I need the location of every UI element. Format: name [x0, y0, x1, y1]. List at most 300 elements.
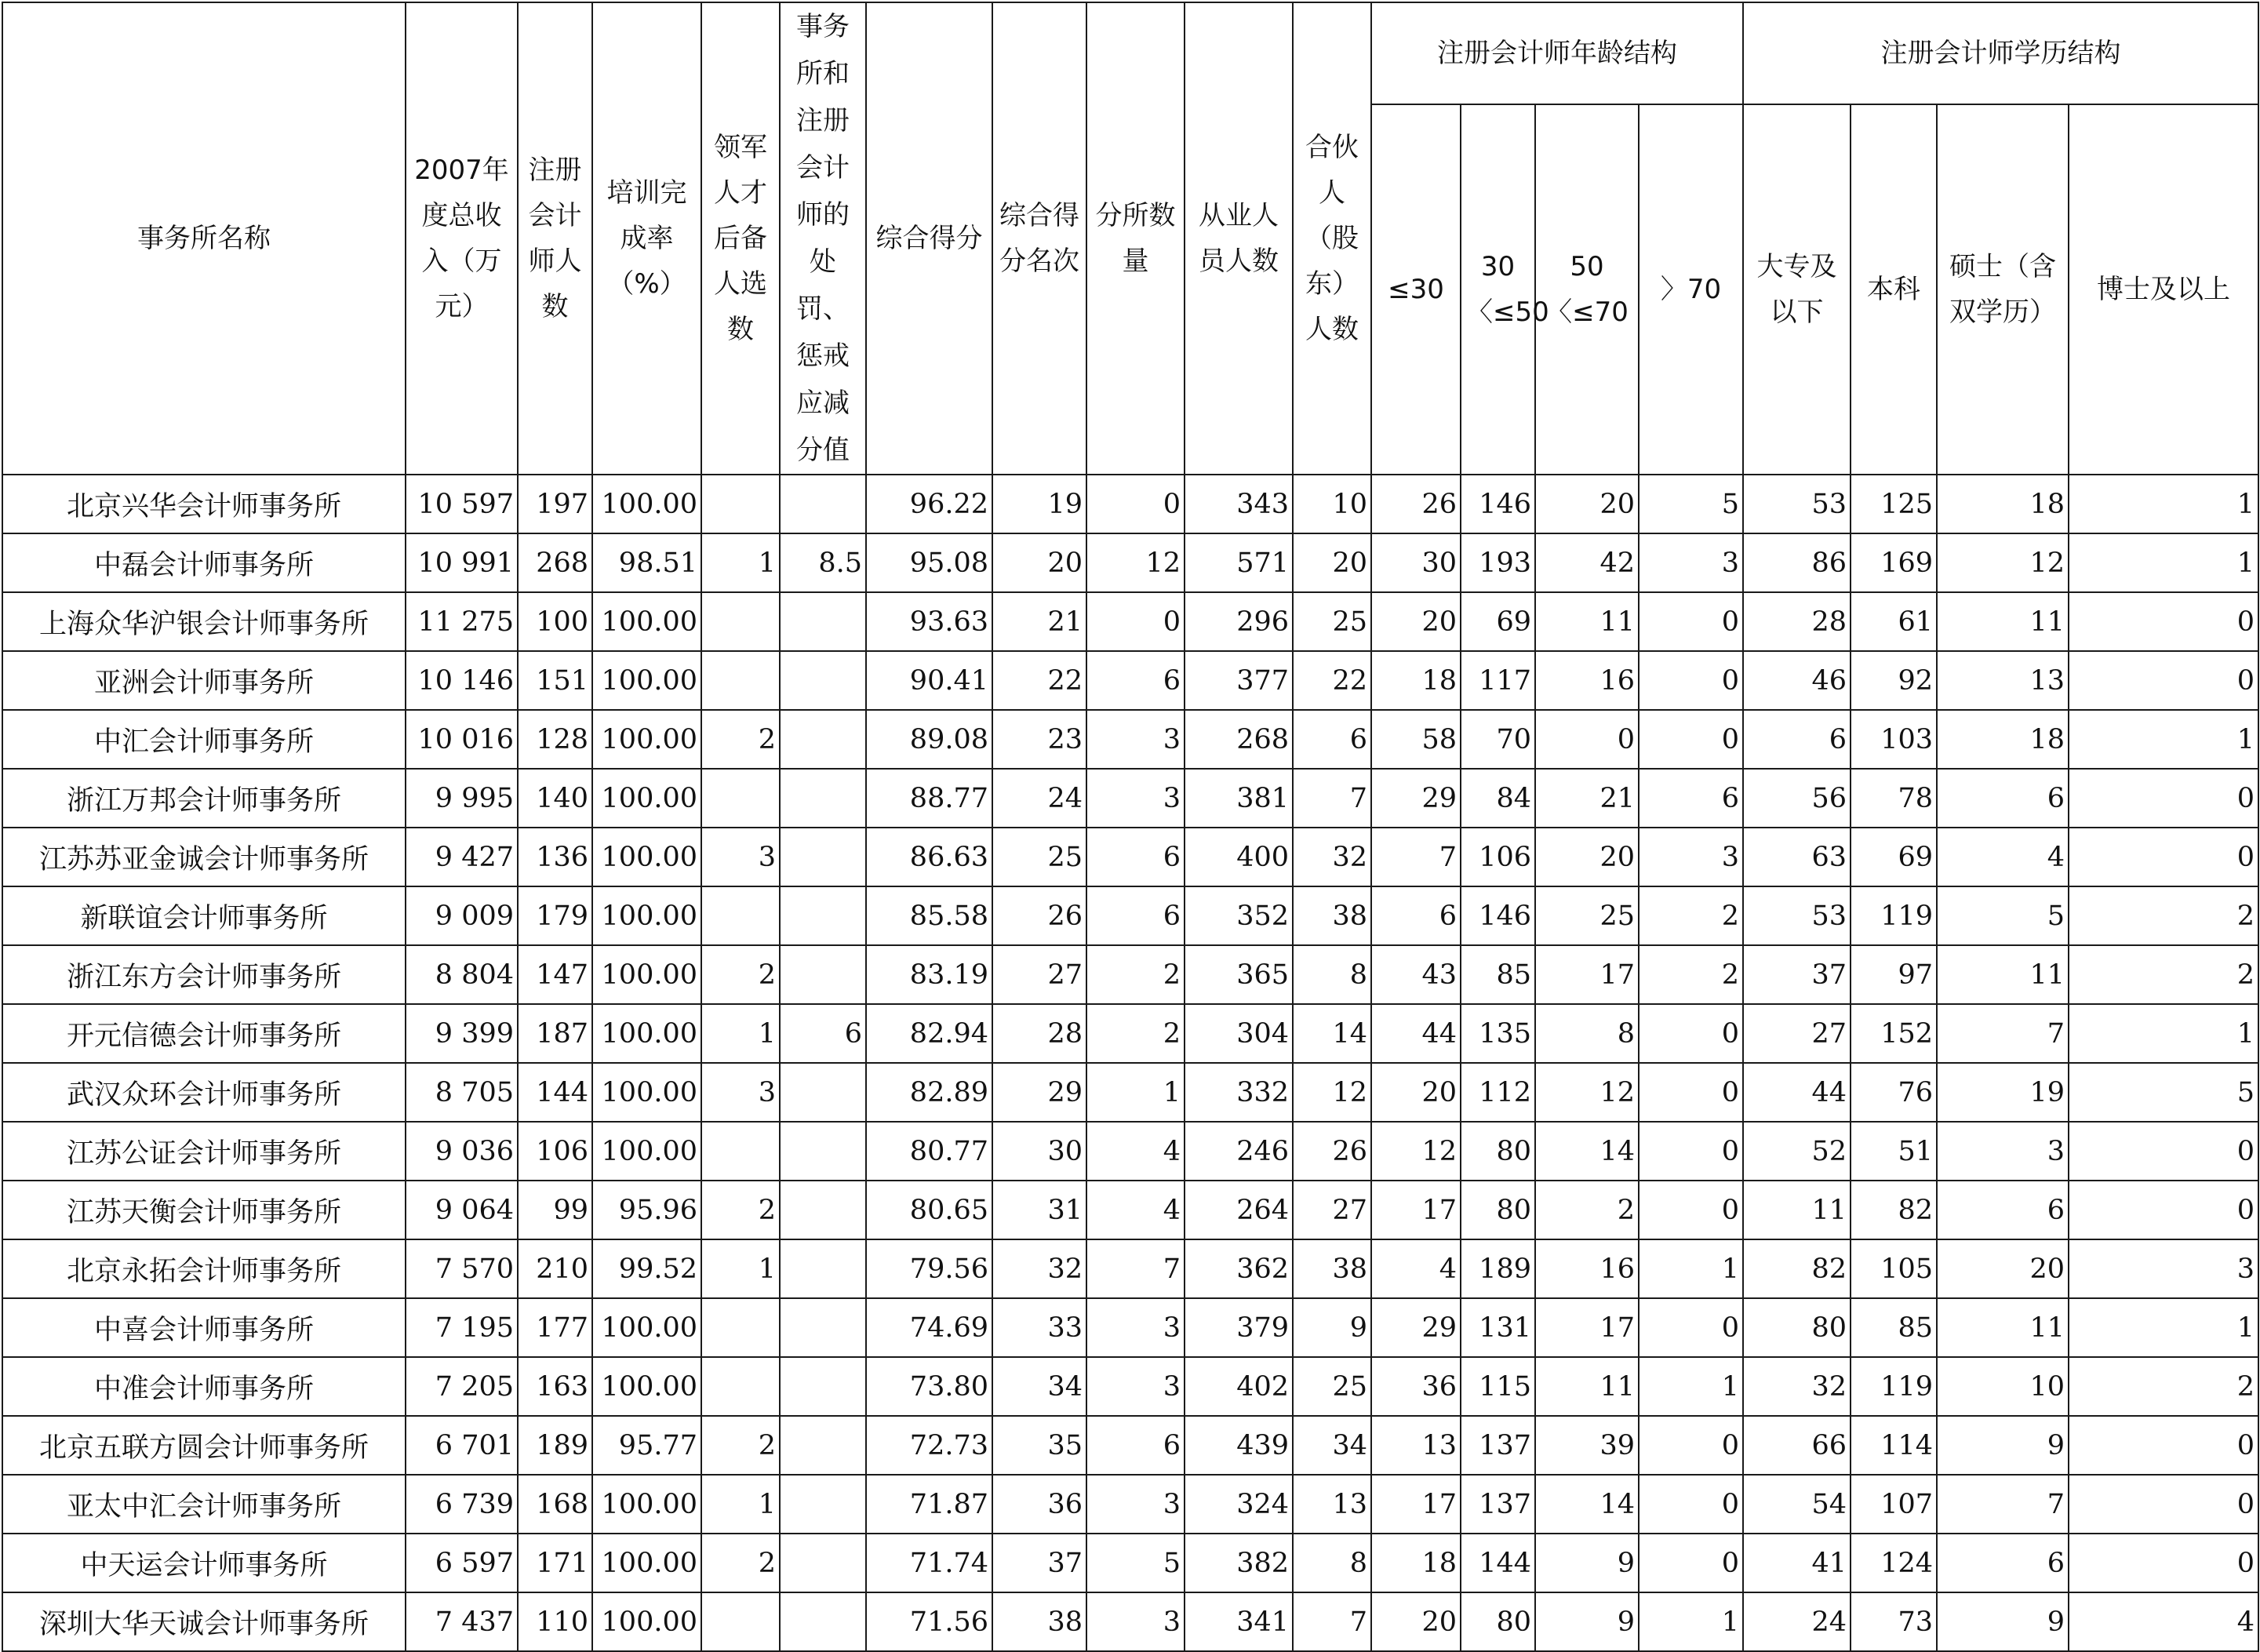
table-cell: 95.77 [592, 1416, 701, 1475]
table-cell: 9 036 [406, 1122, 518, 1181]
table-cell: 114 [1851, 1416, 1937, 1475]
table-cell [780, 886, 866, 945]
table-cell: 18 [1371, 1534, 1461, 1592]
table-cell: 117 [1461, 651, 1535, 710]
table-cell [780, 1416, 866, 1475]
table-cell: 21 [1535, 769, 1639, 828]
table-cell: 10 [1293, 475, 1371, 533]
table-cell: 78 [1851, 769, 1937, 828]
header-cpa-count: 注册会计师人数 [518, 2, 592, 475]
table-cell: 10 597 [406, 475, 518, 533]
table-cell: 86 [1743, 533, 1851, 592]
table-cell: 1 [701, 1239, 780, 1298]
table-cell: 20 [992, 533, 1086, 592]
table-cell: 12 [1535, 1063, 1639, 1122]
table-cell: 400 [1185, 828, 1293, 886]
table-cell: 73 [1851, 1592, 1937, 1651]
table-cell: 125 [1851, 475, 1937, 533]
table-cell: 13 [1293, 1475, 1371, 1534]
table-cell: 100.00 [592, 886, 701, 945]
table-cell: 3 [1086, 1475, 1185, 1534]
table-cell: 96.22 [866, 475, 992, 533]
table-cell: 1 [701, 1004, 780, 1063]
table-cell: 2 [1086, 1004, 1185, 1063]
table-cell: 99 [518, 1181, 592, 1239]
table-cell: 12 [1293, 1063, 1371, 1122]
table-cell: 54 [1743, 1475, 1851, 1534]
table-cell: 3 [1937, 1122, 2069, 1181]
table-cell: 210 [518, 1239, 592, 1298]
table-cell: 2 [701, 710, 780, 769]
table-cell: 10 [1937, 1357, 2069, 1416]
table-cell [780, 592, 866, 651]
table-cell: 3 [701, 828, 780, 886]
table-cell: 66 [1743, 1416, 1851, 1475]
table-cell: 304 [1185, 1004, 1293, 1063]
table-cell: 20 [1371, 592, 1461, 651]
table-cell: 6 597 [406, 1534, 518, 1592]
table-cell: 46 [1743, 651, 1851, 710]
table-cell: 107 [1851, 1475, 1937, 1534]
table-cell: 1 [1639, 1357, 1743, 1416]
header-edu-col: 本科 [1851, 104, 1937, 475]
firm-name-cell: 江苏天衡会计师事务所 [2, 1181, 406, 1239]
table-row [2, 886, 2258, 945]
table-cell: 7 205 [406, 1357, 518, 1416]
table-cell: 11 [1743, 1181, 1851, 1239]
table-cell: 0 [2069, 1181, 2258, 1239]
table-cell: 86.63 [866, 828, 992, 886]
table-cell: 100.00 [592, 1475, 701, 1534]
table-cell [780, 1122, 866, 1181]
table-cell: 135 [1461, 1004, 1535, 1063]
table-cell: 152 [1851, 1004, 1937, 1063]
table-cell: 7 570 [406, 1239, 518, 1298]
table-row [2, 1416, 2258, 1475]
table-cell: 20 [1937, 1239, 2069, 1298]
table-cell: 100.00 [592, 1534, 701, 1592]
table-cell: 381 [1185, 769, 1293, 828]
table-cell: 6 [1937, 769, 2069, 828]
table-cell: 8 [1293, 1534, 1371, 1592]
table-cell: 0 [2069, 1122, 2258, 1181]
table-cell: 80 [1461, 1181, 1535, 1239]
table-cell: 89.08 [866, 710, 992, 769]
table-cell: 0 [2069, 592, 2258, 651]
table-cell: 27 [1743, 1004, 1851, 1063]
table-cell [701, 1122, 780, 1181]
table-cell: 2 [2069, 1357, 2258, 1416]
table-cell: 324 [1185, 1475, 1293, 1534]
table-cell: 17 [1371, 1181, 1461, 1239]
table-cell: 27 [1293, 1181, 1371, 1239]
table-cell: 5 [1086, 1534, 1185, 1592]
table-cell: 1 [701, 1475, 780, 1534]
table-cell: 80.65 [866, 1181, 992, 1239]
table-row [2, 828, 2258, 886]
table-cell: 163 [518, 1357, 592, 1416]
table-cell [701, 1298, 780, 1357]
table-cell: 9 [1535, 1592, 1639, 1651]
table-row [2, 1534, 2258, 1592]
table-cell: 20 [1535, 475, 1639, 533]
table-cell: 332 [1185, 1063, 1293, 1122]
table-cell: 8 804 [406, 945, 518, 1004]
firm-name-cell: 浙江万邦会计师事务所 [2, 769, 406, 828]
table-cell: 379 [1185, 1298, 1293, 1357]
table-cell: 9 [1937, 1592, 2069, 1651]
table-cell: 3 [1086, 1298, 1185, 1357]
table-cell [701, 769, 780, 828]
table-cell: 29 [1371, 1298, 1461, 1357]
table-cell: 85.58 [866, 886, 992, 945]
table-cell: 144 [1461, 1534, 1535, 1592]
table-cell: 3 [1086, 710, 1185, 769]
table-cell: 80 [1743, 1298, 1851, 1357]
table-cell: 18 [1371, 651, 1461, 710]
table-cell: 7 [1371, 828, 1461, 886]
firm-name-cell: 北京五联方圆会计师事务所 [2, 1416, 406, 1475]
header-education-structure: 注册会计师学历结构 [1743, 2, 2258, 104]
table-cell: 402 [1185, 1357, 1293, 1416]
table-cell: 26 [992, 886, 1086, 945]
table-cell: 9 [1937, 1416, 2069, 1475]
table-cell: 76 [1851, 1063, 1937, 1122]
table-cell: 32 [1743, 1357, 1851, 1416]
table-cell: 53 [1743, 475, 1851, 533]
table-cell: 100.00 [592, 1298, 701, 1357]
table-cell: 20 [1535, 828, 1639, 886]
table-cell: 2 [701, 945, 780, 1004]
table-row [2, 1181, 2258, 1239]
header-branches: 分所数量 [1086, 2, 1185, 475]
table-cell: 100.00 [592, 651, 701, 710]
table-cell: 36 [992, 1475, 1086, 1534]
table-cell: 20 [1371, 1063, 1461, 1122]
table-cell: 571 [1185, 533, 1293, 592]
table-cell: 146 [1461, 475, 1535, 533]
table-cell: 51 [1851, 1122, 1937, 1181]
table-cell: 18 [1937, 475, 2069, 533]
table-cell: 82.94 [866, 1004, 992, 1063]
table-cell: 82 [1851, 1181, 1937, 1239]
table-cell: 3 [2069, 1239, 2258, 1298]
table-cell: 0 [2069, 828, 2258, 886]
firm-name-cell: 新联谊会计师事务所 [2, 886, 406, 945]
table-cell: 63 [1743, 828, 1851, 886]
table-cell: 90.41 [866, 651, 992, 710]
table-cell: 110 [518, 1592, 592, 1651]
table-cell: 7 [1937, 1004, 2069, 1063]
table-cell: 2 [2069, 945, 2258, 1004]
table-cell: 6 [780, 1004, 866, 1063]
table-cell: 9 427 [406, 828, 518, 886]
table-cell: 2 [1535, 1181, 1639, 1239]
table-cell: 151 [518, 651, 592, 710]
table-cell: 140 [518, 769, 592, 828]
table-cell: 179 [518, 886, 592, 945]
table-cell: 264 [1185, 1181, 1293, 1239]
table-cell: 2 [701, 1534, 780, 1592]
table-cell: 1 [2069, 533, 2258, 592]
table-cell: 6 [1937, 1181, 2069, 1239]
table-cell: 137 [1461, 1475, 1535, 1534]
table-cell: 25 [992, 828, 1086, 886]
firm-name-cell: 深圳大华天诚会计师事务所 [2, 1592, 406, 1651]
table-cell [780, 769, 866, 828]
firm-name-cell: 亚洲会计师事务所 [2, 651, 406, 710]
table-cell: 21 [992, 592, 1086, 651]
table-cell: 2 [701, 1181, 780, 1239]
table-cell: 189 [1461, 1239, 1535, 1298]
table-cell: 128 [518, 710, 592, 769]
table-cell: 6 [1293, 710, 1371, 769]
table-cell: 171 [518, 1534, 592, 1592]
table-cell: 14 [1535, 1122, 1639, 1181]
table-cell: 28 [992, 1004, 1086, 1063]
table-cell: 8 [1535, 1004, 1639, 1063]
table-cell: 11 [1535, 592, 1639, 651]
table-cell: 197 [518, 475, 592, 533]
table-cell: 22 [992, 651, 1086, 710]
table-cell [780, 1534, 866, 1592]
table-cell: 3 [1086, 1592, 1185, 1651]
table-cell: 71.74 [866, 1534, 992, 1592]
table-cell: 28 [1743, 592, 1851, 651]
firm-name-cell: 中喜会计师事务所 [2, 1298, 406, 1357]
table-cell: 2 [2069, 886, 2258, 945]
table-cell: 8 705 [406, 1063, 518, 1122]
table-cell: 25 [1293, 592, 1371, 651]
table-cell: 5 [1639, 475, 1743, 533]
table-row [2, 1004, 2258, 1063]
table-cell: 7 [1293, 1592, 1371, 1651]
table-cell: 106 [518, 1122, 592, 1181]
table-row [2, 945, 2258, 1004]
table-cell: 74.69 [866, 1298, 992, 1357]
table-cell [780, 475, 866, 533]
firm-name-cell: 江苏苏亚金诚会计师事务所 [2, 828, 406, 886]
table-cell: 31 [992, 1181, 1086, 1239]
table-body [2, 475, 2258, 1651]
table-cell: 8 [1293, 945, 1371, 1004]
table-cell: 100.00 [592, 769, 701, 828]
table-cell: 19 [1937, 1063, 2069, 1122]
table-cell: 11 [1535, 1357, 1639, 1416]
table-cell: 177 [518, 1298, 592, 1357]
table-cell: 30 [1371, 533, 1461, 592]
table-cell: 1 [701, 533, 780, 592]
table-cell: 1 [1086, 1063, 1185, 1122]
header-age-col: ≤30 [1371, 104, 1461, 475]
table-cell: 12 [1086, 533, 1185, 592]
table-cell: 42 [1535, 533, 1639, 592]
table-cell: 0 [1639, 1004, 1743, 1063]
header-income: 2007年度总收入（万元） [406, 2, 518, 475]
firm-name-cell: 上海众华沪银会计师事务所 [2, 592, 406, 651]
table-cell [780, 945, 866, 1004]
firm-name-cell: 武汉众环会计师事务所 [2, 1063, 406, 1122]
table-cell: 0 [1639, 1475, 1743, 1534]
table-cell: 0 [2069, 1534, 2258, 1592]
table-cell: 7 [1086, 1239, 1185, 1298]
table-cell: 100.00 [592, 1592, 701, 1651]
table-cell [701, 1357, 780, 1416]
table-cell: 6 [1639, 769, 1743, 828]
table-cell: 97 [1851, 945, 1937, 1004]
table-cell: 95.96 [592, 1181, 701, 1239]
table-cell: 0 [1086, 475, 1185, 533]
table-cell: 32 [1293, 828, 1371, 886]
firm-name-cell: 亚太中汇会计师事务所 [2, 1475, 406, 1534]
table-cell: 44 [1743, 1063, 1851, 1122]
table-cell: 100.00 [592, 828, 701, 886]
table-cell: 0 [1639, 651, 1743, 710]
table-cell: 103 [1851, 710, 1937, 769]
table-cell: 12 [1937, 533, 2069, 592]
table-cell [780, 1181, 866, 1239]
table-cell: 14 [1535, 1475, 1639, 1534]
table-cell: 85 [1851, 1298, 1937, 1357]
table-cell: 29 [1371, 769, 1461, 828]
table-cell: 24 [992, 769, 1086, 828]
table-row [2, 1475, 2258, 1534]
table-cell: 37 [992, 1534, 1086, 1592]
table-cell: 3 [1086, 1357, 1185, 1416]
table-cell: 30 [992, 1122, 1086, 1181]
table-cell: 352 [1185, 886, 1293, 945]
table-cell: 35 [992, 1416, 1086, 1475]
table-cell: 147 [518, 945, 592, 1004]
table-cell [780, 651, 866, 710]
header-staff: 从业人员人数 [1185, 2, 1293, 475]
table-cell: 26 [1293, 1122, 1371, 1181]
header-age-col: 30〈≤50 [1461, 104, 1535, 475]
table-cell: 25 [1535, 886, 1639, 945]
table-cell: 189 [518, 1416, 592, 1475]
table-cell [701, 651, 780, 710]
table-cell: 100.00 [592, 1004, 701, 1063]
table-cell: 58 [1371, 710, 1461, 769]
table-cell: 27 [992, 945, 1086, 1004]
table-cell: 1 [1639, 1592, 1743, 1651]
table-cell: 43 [1371, 945, 1461, 1004]
table-cell: 187 [518, 1004, 592, 1063]
firm-name-cell: 江苏公证会计师事务所 [2, 1122, 406, 1181]
table-cell: 365 [1185, 945, 1293, 1004]
table-cell: 343 [1185, 475, 1293, 533]
table-cell: 39 [1535, 1416, 1639, 1475]
table-cell [701, 475, 780, 533]
table-cell: 9 064 [406, 1181, 518, 1239]
table-cell: 131 [1461, 1298, 1535, 1357]
table-cell: 34 [1293, 1416, 1371, 1475]
firm-name-cell: 开元信德会计师事务所 [2, 1004, 406, 1063]
table-cell: 112 [1461, 1063, 1535, 1122]
table-cell: 9 [1293, 1298, 1371, 1357]
table-cell: 24 [1743, 1592, 1851, 1651]
table-cell: 7 437 [406, 1592, 518, 1651]
firm-name-cell: 中准会计师事务所 [2, 1357, 406, 1416]
table-cell: 106 [1461, 828, 1535, 886]
table-cell: 6 739 [406, 1475, 518, 1534]
table-cell: 95.08 [866, 533, 992, 592]
table-cell: 13 [1371, 1416, 1461, 1475]
table-cell: 69 [1851, 828, 1937, 886]
table-row [2, 475, 2258, 533]
table-cell: 1 [1639, 1239, 1743, 1298]
table-cell: 3 [1639, 533, 1743, 592]
table-cell: 10 991 [406, 533, 518, 592]
table-cell: 100.00 [592, 592, 701, 651]
table-cell: 52 [1743, 1122, 1851, 1181]
table-cell: 12 [1371, 1122, 1461, 1181]
table-cell: 0 [1086, 592, 1185, 651]
table-cell: 0 [1639, 1416, 1743, 1475]
firm-name-cell: 中磊会计师事务所 [2, 533, 406, 592]
table-cell: 16 [1535, 1239, 1639, 1298]
table-cell: 0 [1535, 710, 1639, 769]
table-cell: 146 [1461, 886, 1535, 945]
table-cell: 17 [1535, 1298, 1639, 1357]
table-cell: 1 [2069, 475, 2258, 533]
table-cell: 100.00 [592, 1357, 701, 1416]
table-cell: 71.87 [866, 1475, 992, 1534]
table-cell: 79.56 [866, 1239, 992, 1298]
table-cell: 20 [1371, 1592, 1461, 1651]
table-cell: 20 [1293, 533, 1371, 592]
table-cell: 7 [1937, 1475, 2069, 1534]
table-cell: 92 [1851, 651, 1937, 710]
table-row [2, 1592, 2258, 1651]
table-cell: 9 399 [406, 1004, 518, 1063]
table-cell: 9 995 [406, 769, 518, 828]
table-cell: 246 [1185, 1122, 1293, 1181]
table-cell: 70 [1461, 710, 1535, 769]
table-cell: 137 [1461, 1416, 1535, 1475]
table-cell [780, 1475, 866, 1534]
table-cell: 3 [1639, 828, 1743, 886]
table-cell: 38 [1293, 1239, 1371, 1298]
table-row [2, 710, 2258, 769]
header-age-structure: 注册会计师年龄结构 [1371, 2, 1743, 104]
table-cell: 1 [2069, 1004, 2258, 1063]
table-cell: 38 [992, 1592, 1086, 1651]
table-cell: 61 [1851, 592, 1937, 651]
table-cell: 88.77 [866, 769, 992, 828]
table-cell: 16 [1535, 651, 1639, 710]
table-cell: 83.19 [866, 945, 992, 1004]
table-cell: 29 [992, 1063, 1086, 1122]
table-cell: 82 [1743, 1239, 1851, 1298]
table-cell [780, 1063, 866, 1122]
table-cell: 1 [2069, 1298, 2258, 1357]
table-cell: 11 [1937, 945, 2069, 1004]
table-cell: 73.80 [866, 1357, 992, 1416]
table-cell: 34 [992, 1357, 1086, 1416]
table-cell: 439 [1185, 1416, 1293, 1475]
table-cell: 18 [1937, 710, 2069, 769]
table-cell: 3 [1086, 769, 1185, 828]
table-cell: 136 [518, 828, 592, 886]
table-cell: 2 [701, 1416, 780, 1475]
table-cell: 80 [1461, 1122, 1535, 1181]
table-cell: 38 [1293, 886, 1371, 945]
table-cell [701, 1592, 780, 1651]
table-cell [780, 1239, 866, 1298]
header-edu-col: 博士及以上 [2069, 104, 2258, 475]
table-cell: 6 [1086, 886, 1185, 945]
